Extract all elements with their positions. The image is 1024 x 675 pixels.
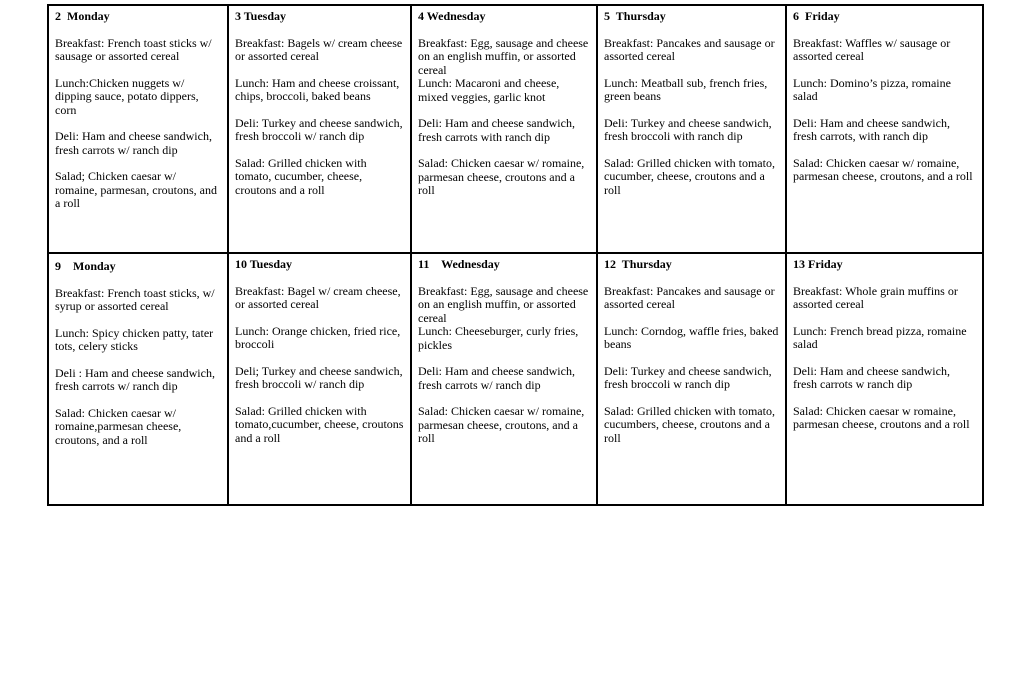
- salad-item: Salad: Grilled chicken with tomato, cucumber, cheese, croutons and a roll: [604, 155, 775, 197]
- salad-item: Salad: Chicken caesar w/ romaine, parmesan cheese, croutons, and a roll: [418, 404, 585, 445]
- salad-item: Salad: Chicken caesar w/ romaine, parmesan cheese, croutons and a roll: [418, 156, 585, 197]
- day-header: 4 Wednesday: [418, 9, 486, 23]
- deli-item: Deli: Ham and cheese sandwich, fresh carrots with ranch dip: [418, 116, 575, 144]
- deli-item: Deli: Turkey and cheese sandwich, fresh broccoli w ranch dip: [604, 363, 772, 391]
- deli-item: Deli: Ham and cheese sandwich, fresh carrots, with ranch dip: [793, 115, 950, 143]
- day-header: 9 Monday: [55, 259, 116, 273]
- salad-item: Salad: Grilled chicken with tomato, cucumber, cheese, croutons and a roll: [235, 155, 367, 197]
- breakfast-item: Breakfast: Pancakes and sausage or assorted cereal: [604, 35, 775, 63]
- breakfast-item: Breakfast: Waffles w/ sausage or assorted cereal: [793, 35, 951, 63]
- lunch-item: Lunch: Cheeseburger, curly fries, pickles: [418, 324, 579, 352]
- week-row: [48, 5, 983, 253]
- lunch-menu-calendar: [47, 4, 984, 506]
- day-cell-wednesday-4: [411, 5, 597, 253]
- lunch-item: Lunch: Meatball sub, french fries, green beans: [604, 75, 768, 103]
- lunch-item: Lunch: Corndog, waffle fries, baked beans: [604, 323, 779, 351]
- day-header: 13 Friday: [793, 257, 843, 271]
- lunch-item: Lunch: French bread pizza, romaine salad: [793, 323, 967, 351]
- day-header: 3 Tuesday: [235, 9, 287, 23]
- deli-item: Deli: Ham and cheese sandwich, fresh carrots w/ ranch dip: [55, 129, 212, 157]
- day-cell-tuesday-3: [228, 5, 411, 253]
- lunch-item: Lunch: Macaroni and cheese, mixed veggies, garlic knot: [418, 76, 560, 104]
- day-header: 5 Thursday: [604, 9, 666, 23]
- lunch-item: Lunch: Spicy chicken patty, tater tots, celery sticks: [55, 325, 214, 353]
- deli-item: Deli: Ham and cheese sandwich, fresh carrots w ranch dip: [793, 363, 950, 391]
- lunch-item: Lunch: Orange chicken, fried rice, broccoli: [235, 323, 401, 351]
- breakfast-item: Breakfast: French toast sticks w/ sausage or assorted cereal: [55, 35, 212, 63]
- lunch-item: Lunch: Domino’s pizza, romaine salad: [793, 75, 951, 103]
- breakfast-item: Breakfast: Bagels w/ cream cheese or assorted cereal: [235, 35, 403, 63]
- day-cell-thursday-12: [597, 253, 786, 505]
- day-header: 10 Tuesday: [235, 257, 293, 271]
- deli-item: Deli: Ham and cheese sandwich, fresh carrots w/ ranch dip: [418, 364, 575, 392]
- day-cell-monday-9: [48, 253, 228, 505]
- breakfast-item: Breakfast: Egg, sausage and cheese on an english muffin, or assorted cereal: [418, 35, 589, 77]
- day-cell-thursday-5: [597, 5, 786, 253]
- day-header: 2 Monday: [55, 9, 110, 23]
- breakfast-item: Breakfast: Whole grain muffins or assorted cereal: [793, 283, 958, 311]
- deli-item: Deli : Ham and cheese sandwich, fresh carrots w/ ranch dip: [55, 365, 215, 393]
- salad-item: Salad: Chicken caesar w romaine, parmesan cheese, croutons and a roll: [793, 403, 970, 431]
- breakfast-item: Breakfast: French toast sticks, w/ syrup or assorted cereal: [55, 285, 215, 313]
- day-cell-wednesday-11: [411, 253, 597, 505]
- day-cell-friday-13: [786, 253, 983, 505]
- week-row: [48, 253, 983, 505]
- lunch-item: Lunch: Ham and cheese croissant, chips, broccoli, baked beans: [235, 75, 400, 103]
- day-cell-monday-2: [48, 5, 228, 253]
- day-cell-friday-6: [786, 5, 983, 253]
- breakfast-item: Breakfast: Bagel w/ cream cheese, or assorted cereal: [235, 283, 401, 311]
- day-header: 12 Thursday: [604, 257, 672, 271]
- day-cell-tuesday-10: [228, 253, 411, 505]
- salad-item: Salad: Chicken caesar w/ romaine, parmesan cheese, croutons, and a roll: [793, 155, 973, 183]
- salad-item: Salad; Chicken caesar w/ romaine, parmesan, croutons, and a roll: [55, 169, 217, 210]
- salad-item: Salad: Chicken caesar w/ romaine,parmesan cheese, croutons, and a roll: [55, 405, 182, 447]
- salad-item: Salad: Grilled chicken with tomato, cucumbers, cheese, croutons and a roll: [604, 403, 775, 445]
- deli-item: Deli: Turkey and cheese sandwich, fresh broccoli with ranch dip: [604, 115, 772, 143]
- breakfast-item: Breakfast: Pancakes and sausage or assorted cereal: [604, 283, 775, 311]
- deli-item: Deli; Turkey and cheese sandwich, fresh broccoli w/ ranch dip: [235, 363, 403, 391]
- lunch-item: Lunch:Chicken nuggets w/ dipping sauce, potato dippers, corn: [55, 75, 199, 117]
- day-header: 6 Friday: [793, 9, 840, 23]
- breakfast-item: Breakfast: Egg, sausage and cheese on an english muffin, or assorted cereal: [418, 283, 589, 325]
- deli-item: Deli: Turkey and cheese sandwich, fresh broccoli w/ ranch dip: [235, 115, 403, 143]
- day-header: 11 Wednesday: [418, 257, 500, 271]
- salad-item: Salad: Grilled chicken with tomato,cucumber, cheese, croutons and a roll: [235, 403, 404, 445]
